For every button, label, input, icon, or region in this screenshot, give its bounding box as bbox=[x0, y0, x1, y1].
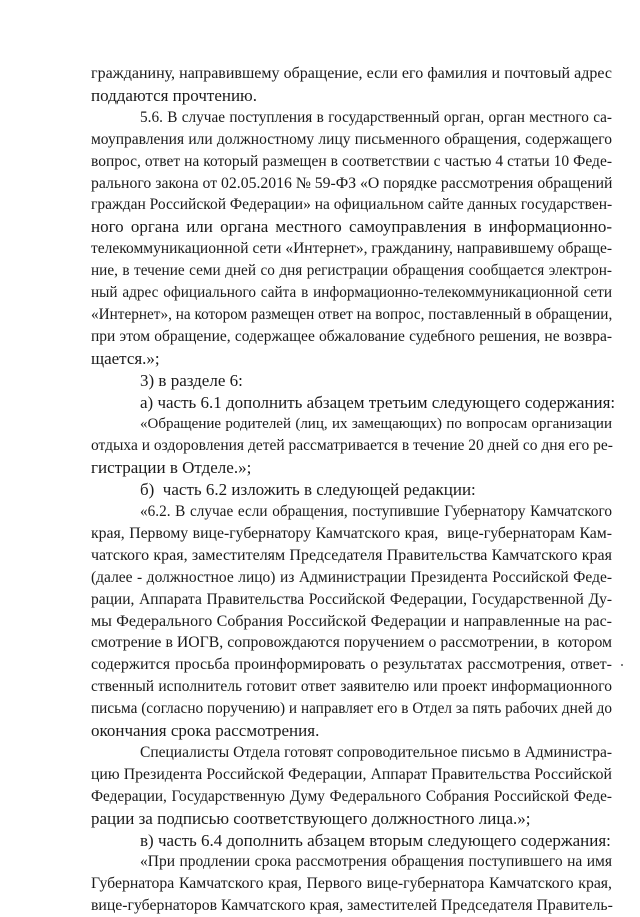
text-line: при этом обращение, содержащее обжалование судебного решения, не возвра- bbox=[91, 328, 612, 345]
text-line: 5.6. В случае поступления в государственный орган, орган местного са- bbox=[140, 109, 612, 126]
text-line: отдыха и оздоровления детей рассматривается в течение 20 дней со дня его ре- bbox=[91, 437, 613, 454]
text-line: поддаются прочтению. bbox=[91, 86, 258, 105]
text-line: в) часть 6.4 дополнить абзацем вторым следующего содержания: bbox=[140, 831, 611, 850]
text-line: вопрос, ответ на который размещен в соответствии с частью 4 статьи 10 Феде- bbox=[91, 153, 612, 170]
text-line: края, Первому вице-губернатору Камчатского края, вице-губернаторам Кам- bbox=[91, 525, 612, 542]
text-line: цию Президента Российской Федерации, Аппарат Правительства Российской bbox=[91, 766, 612, 783]
text-line: ние, в течение семи дней со дня регистрации обращения сообщается электрон- bbox=[91, 262, 612, 279]
text-line: гражданину, направившему обращение, если его фамилия и почтовый адрес bbox=[91, 65, 612, 82]
text-line: чатского края, заместителям Председателя Правительства Камчатского края bbox=[91, 547, 612, 564]
text-line: Специалисты Отдела готовят сопроводительное письмо в Администра- bbox=[140, 744, 612, 761]
scan-speck bbox=[621, 664, 623, 666]
text-line: окончания срока рассмотрения. bbox=[91, 721, 320, 740]
text-line: Губернатора Камчатского края, Первого вице-губернатора Камчатского края, bbox=[91, 875, 612, 892]
text-line: «Интернет», на котором размещен ответ на вопрос, поставленный в обращении, bbox=[91, 306, 613, 323]
text-line: содержится просьба проинформировать о результатах рассмотрения, ответ- bbox=[91, 656, 612, 673]
text-line: (далее - должностное лицо) из Администрации Президента Российской Феде- bbox=[91, 569, 612, 586]
text-line: а) часть 6.1 дополнить абзацем третьим следующего содержания: bbox=[140, 393, 616, 412]
text-line: ственный исполнитель готовит ответ заявителю или проект информационного bbox=[91, 678, 612, 695]
text-line: телекоммуникационной сети «Интернет», гражданину, направившему обраще- bbox=[91, 240, 613, 257]
text-line: 3) в разделе 6: bbox=[140, 371, 243, 390]
text-line: ного органа или органа местного самоуправления в информационно- bbox=[91, 217, 612, 236]
text-line: граждан Российской Федерации» на официальном сайте данных государствен- bbox=[91, 196, 613, 213]
text-line: щается.»; bbox=[91, 349, 160, 368]
text-line: «6.2. В случае если обращения, поступившие Губернатору Камчатского bbox=[140, 503, 612, 520]
text-line: смотрение в ИОГВ, сопровождаются поручением о рассмотрении, в котором bbox=[91, 634, 612, 651]
text-line: рации за подписью соответствующего должностного лица.»; bbox=[91, 809, 531, 828]
text-line: ный адрес официального сайта в информационно-телекоммуникационной сети bbox=[91, 284, 612, 301]
text-line: Федерации, Государственную Думу Федерального Собрания Российской Феде- bbox=[91, 788, 612, 805]
text-line: б) часть 6.2 изложить в следующей редакции: bbox=[140, 480, 476, 499]
text-line: мы Федерального Собрания Российской Федерации и направленные на рас- bbox=[91, 613, 612, 630]
text-line: моуправления или должностному лицу письменного обращения, содержащего bbox=[91, 131, 612, 148]
text-line: письма (согласно поручению) и направляет его в Отдел за пять рабочих дней до bbox=[91, 700, 612, 717]
text-line: гистрации в Отделе.»; bbox=[91, 458, 252, 477]
text-line: рального закона от 02.05.2016 № 59-ФЗ «О порядке рассмотрения обращений bbox=[91, 175, 613, 192]
text-line: «Обращение родителей (лиц, их замещающих) по вопросам организации bbox=[140, 416, 612, 432]
text-line: рации, Аппарата Правительства Российской Федерации, Государственной Ду- bbox=[91, 591, 612, 608]
text-line: «При продлении срока рассмотрения обращения поступившего на имя bbox=[140, 853, 612, 870]
text-line: вице-губернаторов Камчатского края, заместителей Председателя Правитель- bbox=[91, 897, 613, 914]
